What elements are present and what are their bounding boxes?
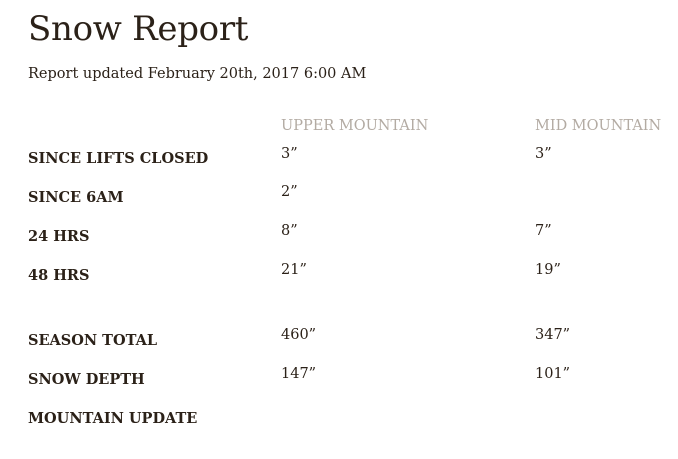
column-header-mid-mountain: MID MOUNTAIN (535, 118, 662, 134)
report-updated-timestamp: Report updated February 20th, 2017 6:00 AM (28, 66, 367, 82)
value-upper-snow-depth: 147” (281, 366, 317, 382)
value-upper-season-total: 460” (281, 327, 317, 343)
value-mid-since-lifts-closed: 3” (535, 146, 552, 162)
value-mid-season-total: 347” (535, 327, 571, 343)
row-label-since-6am: SINCE 6AM (28, 189, 124, 206)
value-mid-24-hrs: 7” (535, 223, 552, 239)
row-label-48-hrs: 48 HRS (28, 267, 90, 284)
row-label-since-lifts-closed: SINCE LIFTS CLOSED (28, 150, 209, 167)
value-upper-24-hrs: 8” (281, 223, 298, 239)
row-label-mountain-update: MOUNTAIN UPDATE (28, 410, 198, 427)
value-mid-snow-depth: 101” (535, 366, 571, 382)
value-mid-48-hrs: 19” (535, 262, 561, 278)
row-label-snow-depth: SNOW DEPTH (28, 371, 145, 388)
page-title: Snow Report (28, 9, 249, 49)
value-upper-since-6am: 2” (281, 184, 298, 200)
column-header-upper-mountain: UPPER MOUNTAIN (281, 118, 429, 134)
value-upper-since-lifts-closed: 3” (281, 146, 298, 162)
row-label-24-hrs: 24 HRS (28, 228, 90, 245)
row-label-season-total: SEASON TOTAL (28, 332, 158, 349)
value-upper-48-hrs: 21” (281, 262, 307, 278)
